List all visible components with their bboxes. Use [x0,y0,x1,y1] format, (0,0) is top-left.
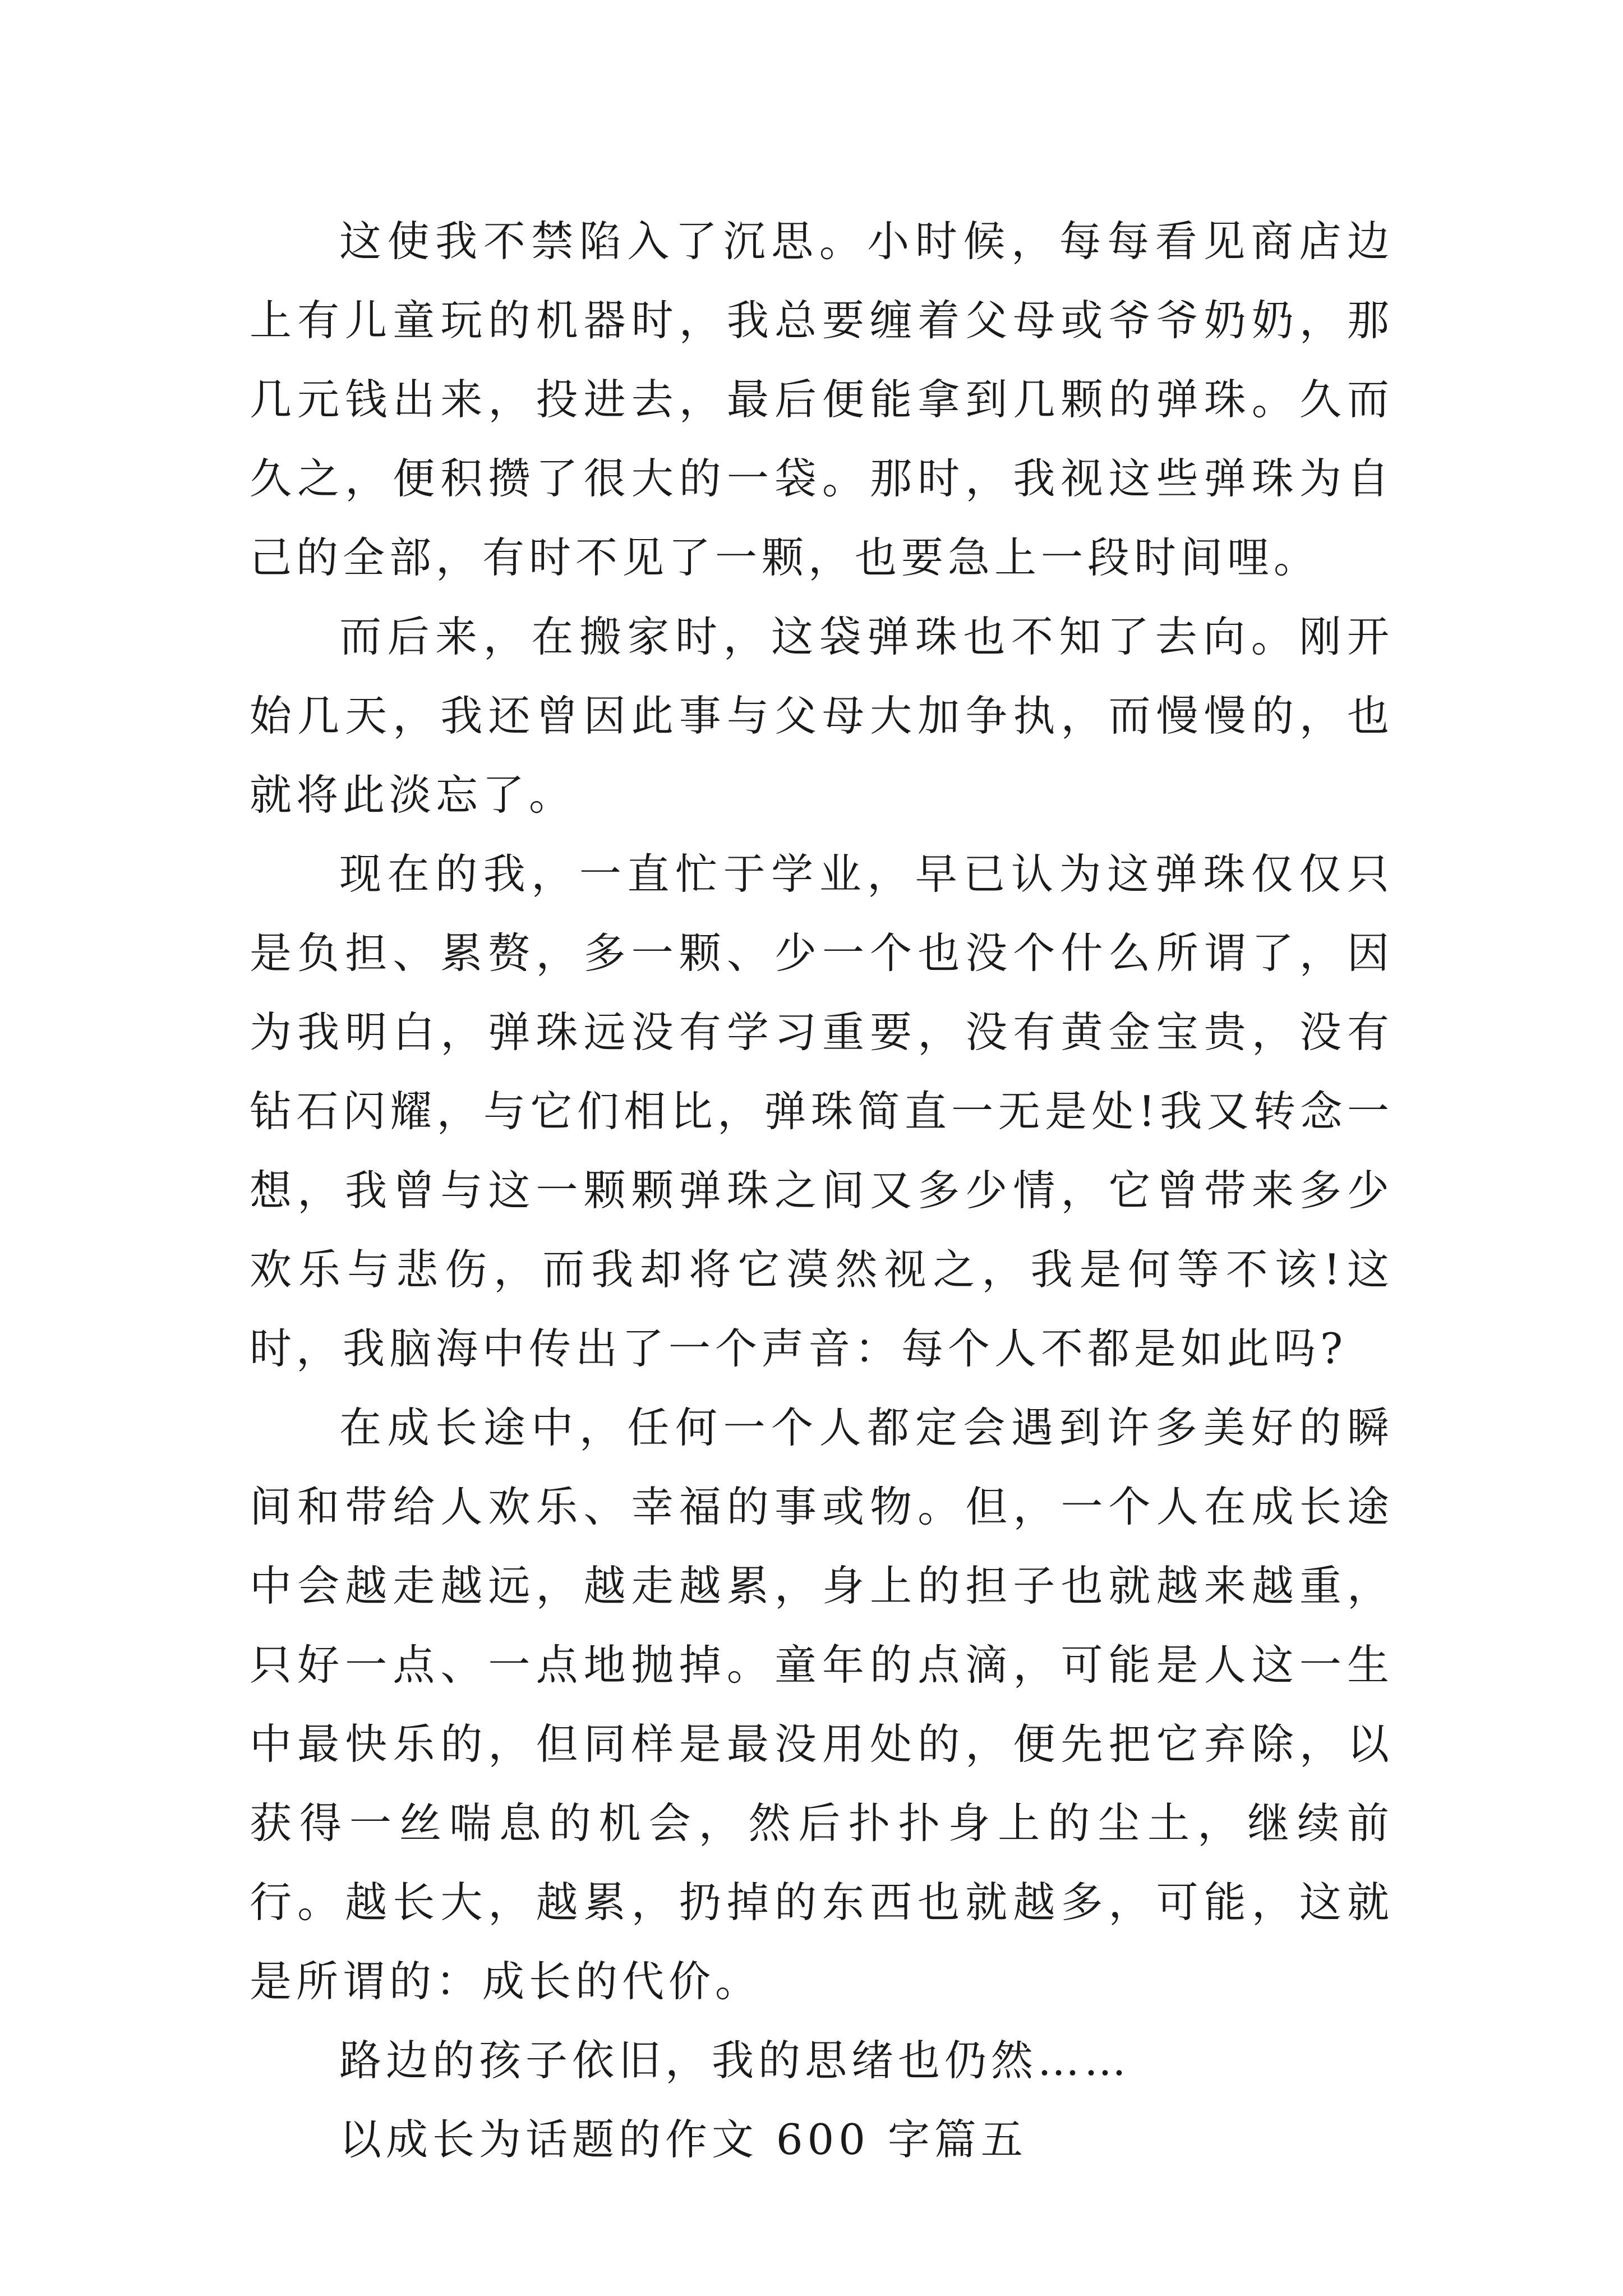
article-body [250,202,1394,2179]
paragraph-5: 路边的孩子依旧，我的思绪也仍然…… [339,2036,1131,2085]
paragraph-4: 在成长途中，任何一个人都定会遇到许多美好的瞬间和带给人欢乐、幸福的事或物。但，一个人在成长途中会越走越远，越走越累，身上的担子也就越来越重，只好一点、一点地抛掉。童年的点滴，可能是人这一生中最快乐的，但同样是最没用处的，便先把它弃除，以获得一丝喘息的机会，然后扑扑身上的尘土，继续前行。越长大，越累，扔掉的东西也就越多，可能，这就是所谓的：成长的代价。 [250,1403,1394,2006]
paragraph-1: 这使我不禁陷入了沉思。小时候，每每看见商店边上有儿童玩的机器时，我总要缠着父母或爷爷奶奶，那几元钱出来，投进去，最后便能拿到几颗的弹珠。久而久之，便积攒了很大的一袋。那时，我视这些弹珠为自己的全部，有时不见了一颗，也要急上一段时间哩。 [250,217,1394,582]
paragraph-3: 现在的我，一直忙于学业，早已认为这弹珠仅仅只是负担、累赘，多一颗、少一个也没个什么所谓了，因为我明白，弹珠远没有学习重要，没有黄金宝贵，没有钻石闪耀，与它们相比，弹珠简直一无是处!我又转念一想，我曾与这一颗颗弹珠之间又多少情，它曾带来多少欢乐与悲伤，而我却将它漠然视之，我是何等不该!这时，我脑海中传出了一个声音：每个人不都是如此吗? [250,849,1394,1373]
section-heading: 以成长为话题的作文 600 字篇五 [339,2115,1027,2164]
paragraph-2: 而后来，在搬家时，这袋弹珠也不知了去向。刚开始几天，我还曾因此事与父母大加争执，而慢慢的，也就将此淡忘了。 [250,612,1394,820]
